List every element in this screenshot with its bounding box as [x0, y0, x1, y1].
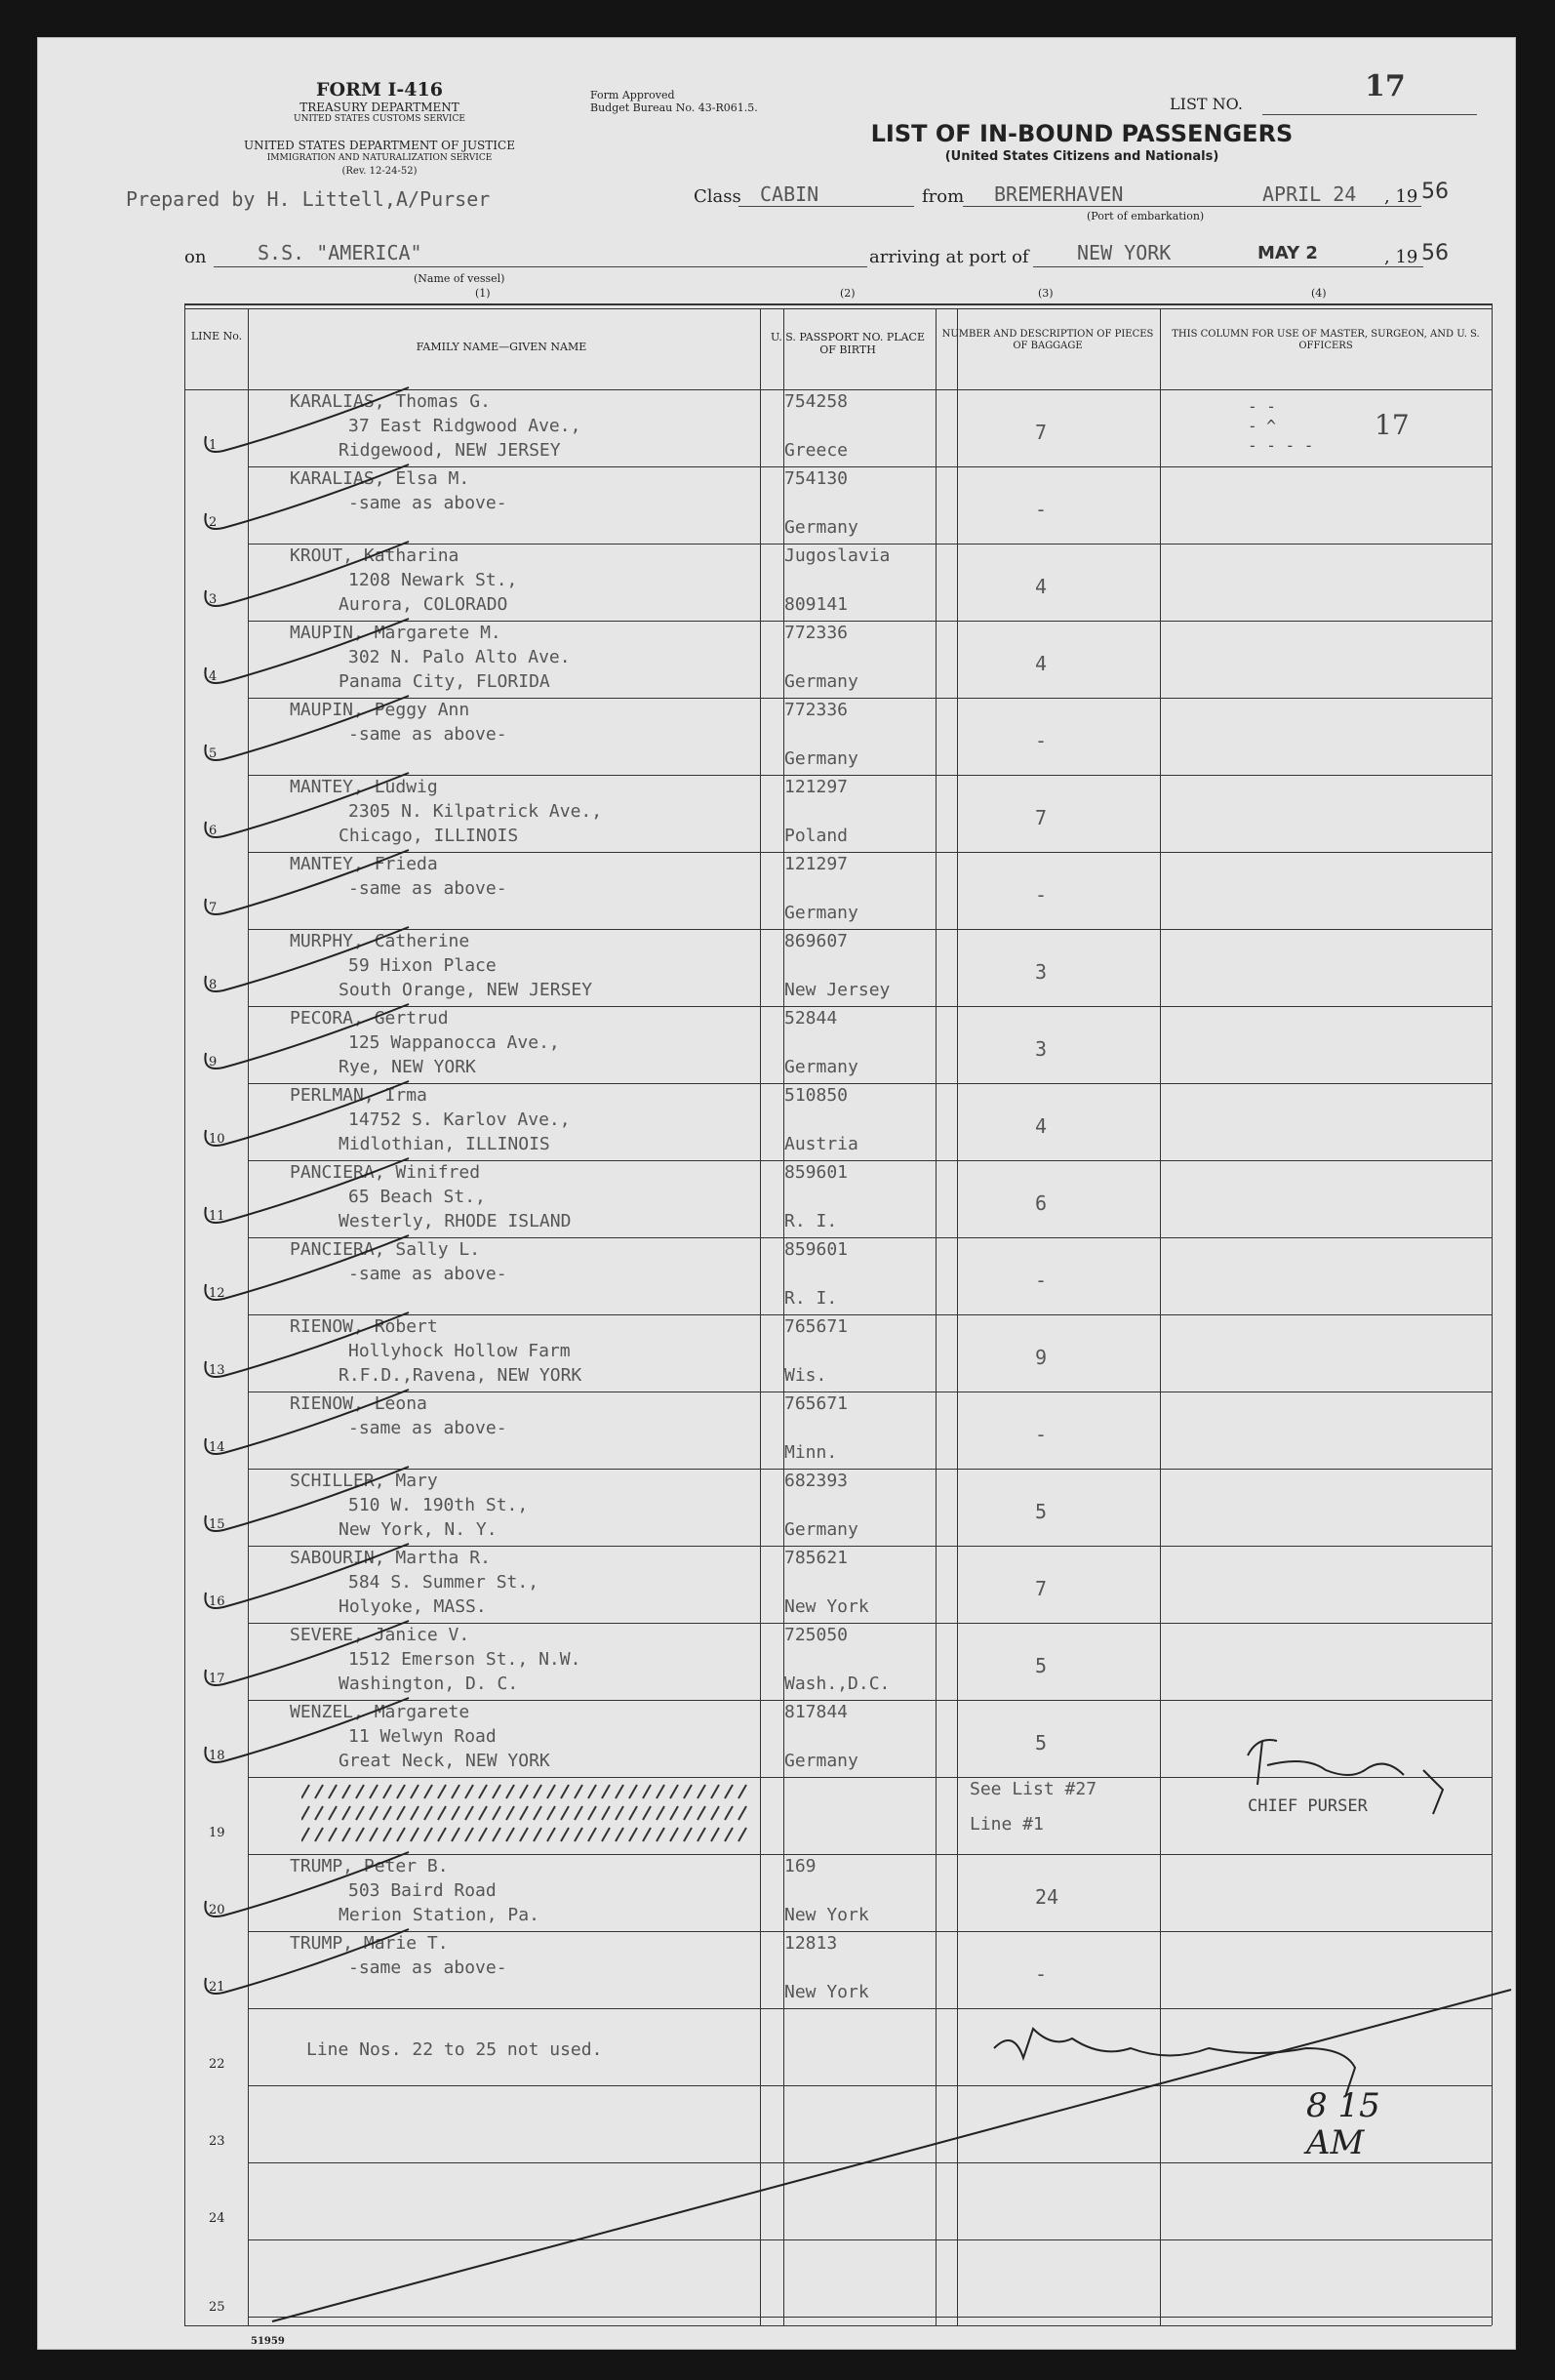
passenger-name: MAUPIN, Margarete M.: [290, 623, 501, 643]
baggage-count: 5: [1035, 1654, 1048, 1677]
departure-date: APRIL 24: [1262, 182, 1357, 206]
baggage-note-2: Line #1: [970, 1814, 1044, 1835]
prepared-by: Prepared by H. Littell,A/Purser: [126, 187, 491, 211]
officer-dashes: - - - ^ - - - -: [1248, 397, 1314, 455]
list-title: LIST OF IN-BOUND PASSENGERS: [870, 120, 1294, 147]
passenger-name: PANCIERA, Winifred: [290, 1162, 481, 1183]
line-number: 3: [209, 592, 218, 607]
passenger-address-1: -same as above-: [348, 1957, 507, 1978]
line-number: 22: [209, 2057, 225, 2072]
passenger-address-1: -same as above-: [348, 1264, 507, 1284]
passenger-name: SCHILLER, Mary: [290, 1471, 438, 1491]
passenger-address-2: Great Neck, NEW YORK: [339, 1751, 550, 1771]
from-value: BREMERHAVEN: [994, 182, 1124, 206]
line-number: 2: [209, 515, 218, 530]
passport-number: 859601: [784, 1239, 849, 1260]
year1-value: 56: [1421, 180, 1449, 204]
passport-number: 169: [784, 1856, 817, 1876]
passenger-address-2: Rye, NEW YORK: [339, 1057, 476, 1077]
form-number: FORM I-416: [316, 79, 443, 101]
passenger-name: PERLMAN, Irma: [290, 1085, 427, 1106]
list-no-value: 17: [1365, 69, 1406, 103]
place-of-birth: Germany: [784, 748, 858, 769]
list-no-label: LIST NO.: [1170, 95, 1243, 113]
passenger-name: RIENOW, Robert: [290, 1316, 438, 1337]
passenger-address-1: 503 Baird Road: [348, 1880, 497, 1901]
passenger-name: MANTEY, Frieda: [290, 854, 438, 874]
place-of-birth: Germany: [784, 903, 858, 923]
place-of-birth: R. I.: [784, 1288, 838, 1309]
class-label: Class: [694, 186, 741, 207]
place-of-birth: R. I.: [784, 1211, 838, 1231]
place-of-birth: Germany: [784, 1519, 858, 1540]
passport-number: 772336: [784, 623, 849, 643]
col-num-4: (4): [1311, 287, 1327, 300]
passenger-address-2: South Orange, NEW JERSEY: [339, 980, 593, 1000]
passenger-name: SABOURIN, Martha R.: [290, 1548, 491, 1568]
passenger-address-2: Holyoke, MASS.: [339, 1596, 487, 1617]
line-number: 8: [209, 978, 218, 992]
baggage-count: 6: [1035, 1191, 1048, 1215]
baggage-note: See List #27: [970, 1779, 1097, 1799]
passenger-name: TRUMP, Peter B.: [290, 1856, 449, 1876]
baggage-count: -: [1035, 1269, 1048, 1292]
passport-number: 772336: [784, 700, 849, 720]
passport-number: 12813: [784, 1933, 838, 1954]
col-header-baggage: NUMBER AND DESCRIPTION OF PIECES OF BAGGAGE: [941, 329, 1154, 351]
passport-number: 754258: [784, 391, 849, 412]
passport-number: 869607: [784, 931, 849, 951]
place-of-birth: Germany: [784, 671, 858, 692]
arrival-date-stamp: MAY 2: [1257, 243, 1318, 263]
strike-through-line: [272, 1990, 1511, 2321]
passenger-address-1: 65 Beach St.,: [348, 1187, 486, 1207]
line-number: 10: [209, 1132, 225, 1147]
place-of-birth: Germany: [784, 1751, 858, 1771]
col-header-name: FAMILY NAME—GIVEN NAME: [416, 341, 587, 353]
from-label: from: [922, 186, 965, 207]
passport-number: 510850: [784, 1085, 849, 1106]
passenger-address-1: -same as above-: [348, 724, 507, 745]
line-number: 15: [209, 1517, 225, 1532]
passenger-address-1: 11 Welwyn Road: [348, 1726, 497, 1747]
line-number: 12: [209, 1286, 225, 1301]
passport-number: 725050: [784, 1625, 849, 1645]
arrival-port: NEW YORK: [1077, 241, 1172, 264]
passenger-address-1: 510 W. 190th St.,: [348, 1495, 529, 1515]
place-of-birth: Poland: [784, 826, 849, 846]
passenger-address-2: Ridgewood, NEW JERSEY: [339, 440, 561, 461]
passenger-address-1: 302 N. Palo Alto Ave.: [348, 647, 571, 667]
baggage-count: -: [1035, 1962, 1048, 1986]
passport-number: 682393: [784, 1471, 849, 1491]
passenger-list-form: [37, 37, 1516, 2350]
passenger-address-2: Westerly, RHODE ISLAND: [339, 1211, 572, 1231]
place-of-birth: Austria: [784, 1134, 858, 1154]
col-header-officers: THIS COLUMN FOR USE OF MASTER, SURGEON, AND U. S. OFFICERS: [1172, 329, 1480, 351]
chief-purser-label: CHIEF PURSER: [1248, 1796, 1368, 1816]
year2-prefix: , 19: [1384, 247, 1418, 267]
line-number: 23: [209, 2134, 225, 2149]
line-number: 11: [209, 1209, 225, 1224]
baggage-count: 5: [1035, 1731, 1048, 1755]
passenger-name: PANCIERA, Sally L.: [290, 1239, 481, 1260]
passport-number: 754130: [784, 468, 849, 489]
passenger-address-2: Washington, D. C.: [339, 1674, 519, 1694]
baggage-count: -: [1035, 729, 1048, 752]
passenger-name: MANTEY, Ludwig: [290, 777, 438, 797]
baggage-count: -: [1035, 883, 1048, 907]
place-of-birth: New York: [784, 1982, 869, 2002]
year2-value: 56: [1421, 241, 1449, 265]
passenger-address-1: 125 Wappanocca Ave.,: [348, 1032, 560, 1053]
passenger-address-1: -same as above-: [348, 493, 507, 513]
list-subtitle: (United States Citizens and Nationals): [944, 149, 1219, 164]
passenger-address-2: Aurora, COLORADO: [339, 594, 508, 615]
place-of-birth: New Jersey: [784, 980, 891, 1000]
line-number: 24: [209, 2211, 225, 2226]
passenger-name: TRUMP, Marie T.: [290, 1933, 449, 1954]
revision: (Rev. 12-24-52): [341, 166, 418, 177]
place-of-birth: New York: [784, 1596, 869, 1617]
place-of-birth: New York: [784, 1905, 869, 1925]
place-of-birth: Germany: [784, 1057, 858, 1077]
line-number: 1: [209, 438, 218, 453]
passenger-address-1: 59 Hixon Place: [348, 955, 497, 976]
passenger-name: SEVERE, Janice V.: [290, 1625, 470, 1645]
col-num-2: (2): [840, 287, 856, 300]
arriving-label: arriving at port of: [869, 247, 1029, 267]
officer-list-no: 17: [1375, 409, 1410, 441]
line-number: 21: [209, 1980, 225, 1995]
passenger-name: WENZEL, Margarete: [290, 1702, 470, 1722]
port-embarkation-caption: (Port of embarkation): [1087, 210, 1205, 222]
place-of-birth: Wis.: [784, 1365, 827, 1386]
baggage-count: 3: [1035, 1037, 1048, 1061]
line-number: 13: [209, 1363, 225, 1378]
passport-number: 765671: [784, 1316, 849, 1337]
line-number: 9: [209, 1055, 218, 1069]
col-header-passport: U. S. PASSPORT NO. PLACE OF BIRTH: [770, 331, 926, 356]
place-of-birth: Greece: [784, 440, 849, 461]
passenger-address-1: -same as above-: [348, 878, 507, 899]
baggage-count: 4: [1035, 1114, 1048, 1138]
baggage-count: 7: [1035, 806, 1048, 829]
class-value: CABIN: [760, 182, 819, 206]
passenger-address-1: 37 East Ridgwood Ave.,: [348, 416, 581, 436]
passenger-address-1: -same as above-: [348, 1418, 507, 1438]
passenger-name: PECORA, Gertrud: [290, 1008, 449, 1029]
baggage-count: 9: [1035, 1346, 1048, 1369]
baggage-count: 3: [1035, 960, 1048, 984]
passenger-address-1: 1208 Newark St.,: [348, 570, 518, 590]
baggage-count: 7: [1035, 421, 1048, 444]
officer-signature: [994, 2029, 1355, 2097]
place-of-birth: Wash.,D.C.: [784, 1674, 891, 1694]
on-label: on: [184, 247, 207, 267]
passenger-address-1: 14752 S. Karlov Ave.,: [348, 1109, 571, 1130]
form-approved: Form Approved: [590, 89, 675, 101]
passenger-address-1: 2305 N. Kilpatrick Ave.,: [348, 801, 603, 822]
line-number: 16: [209, 1594, 225, 1609]
place-of-birth: Minn.: [784, 1442, 838, 1463]
place-of-birth: Germany: [784, 517, 858, 538]
year1-prefix: , 19: [1384, 186, 1418, 207]
passport-number: 121297: [784, 854, 849, 874]
col-num-1: (1): [475, 287, 491, 300]
line-number: 25: [209, 2300, 225, 2315]
passenger-name: KARALIAS, Thomas G.: [290, 391, 491, 412]
line-number: 18: [209, 1749, 225, 1763]
line-number: 19: [209, 1826, 225, 1840]
passport-number: 52844: [784, 1008, 838, 1029]
footer-code: 51959: [251, 2336, 285, 2347]
place-of-birth: 809141: [784, 594, 849, 615]
baggage-count: 5: [1035, 1500, 1048, 1523]
passenger-address-1: 584 S. Summer St.,: [348, 1572, 539, 1593]
passenger-address-2: Chicago, ILLINOIS: [339, 826, 519, 846]
passport-number: Jugoslavia: [784, 545, 891, 566]
customs-service: UNITED STATES CUSTOMS SERVICE: [294, 114, 465, 124]
passport-number: 817844: [784, 1702, 849, 1722]
purser-signature: [1248, 1740, 1443, 1814]
passenger-name: KARALIAS, Elsa M.: [290, 468, 470, 489]
vessel-caption: (Name of vessel): [414, 272, 505, 285]
line-number: 20: [209, 1903, 225, 1917]
passport-number: 765671: [784, 1393, 849, 1414]
treasury-dept: TREASURY DEPARTMENT: [299, 101, 459, 114]
passenger-address-2: Panama City, FLORIDA: [339, 671, 550, 692]
line-number: 14: [209, 1440, 225, 1455]
line-number: 17: [209, 1672, 225, 1686]
passenger-name: KROUT, Katharina: [290, 545, 459, 566]
col-header-line-no: LINE No.: [190, 330, 243, 343]
passenger-address-1: Hollyhock Hollow Farm: [348, 1341, 571, 1361]
passenger-address-2: Merion Station, Pa.: [339, 1905, 539, 1925]
col-num-3: (3): [1038, 287, 1054, 300]
baggage-count: 24: [1035, 1885, 1059, 1909]
passenger-name: Line Nos. 22 to 25 not used.: [306, 2039, 603, 2060]
budget-bureau: Budget Bureau No. 43-R061.5.: [590, 101, 758, 114]
baggage-count: 4: [1035, 575, 1048, 598]
passenger-name: RIENOW, Leona: [290, 1393, 427, 1414]
immigration-service: IMMIGRATION AND NATURALIZATION SERVICE: [266, 153, 493, 163]
justice-dept: UNITED STATES DEPARTMENT OF JUSTICE: [244, 139, 515, 152]
passenger-address-2: R.F.D.,Ravena, NEW YORK: [339, 1365, 582, 1386]
passenger-name: MURPHY, Catherine: [290, 931, 470, 951]
passport-number: 121297: [784, 777, 849, 797]
baggage-count: -: [1035, 498, 1048, 521]
passenger-address-1: 1512 Emerson St., N.W.: [348, 1649, 581, 1670]
line-number: 7: [209, 901, 218, 915]
baggage-count: -: [1035, 1423, 1048, 1446]
baggage-count: 7: [1035, 1577, 1048, 1600]
passenger-address-2: Midlothian, ILLINOIS: [339, 1134, 550, 1154]
passenger-name: MAUPIN, Peggy Ann: [290, 700, 470, 720]
vessel-name: S.S. "AMERICA": [258, 241, 422, 264]
line-number: 4: [209, 669, 218, 684]
baggage-count: 4: [1035, 652, 1048, 675]
handwriting-overlay: [38, 38, 1515, 2349]
line-number: 5: [209, 746, 218, 761]
time-note: 8 15 AM: [1306, 2086, 1380, 2162]
passenger-address-2: New York, N. Y.: [339, 1519, 498, 1540]
line-number: 6: [209, 824, 218, 838]
passport-number: 859601: [784, 1162, 849, 1183]
passport-number: 785621: [784, 1548, 849, 1568]
